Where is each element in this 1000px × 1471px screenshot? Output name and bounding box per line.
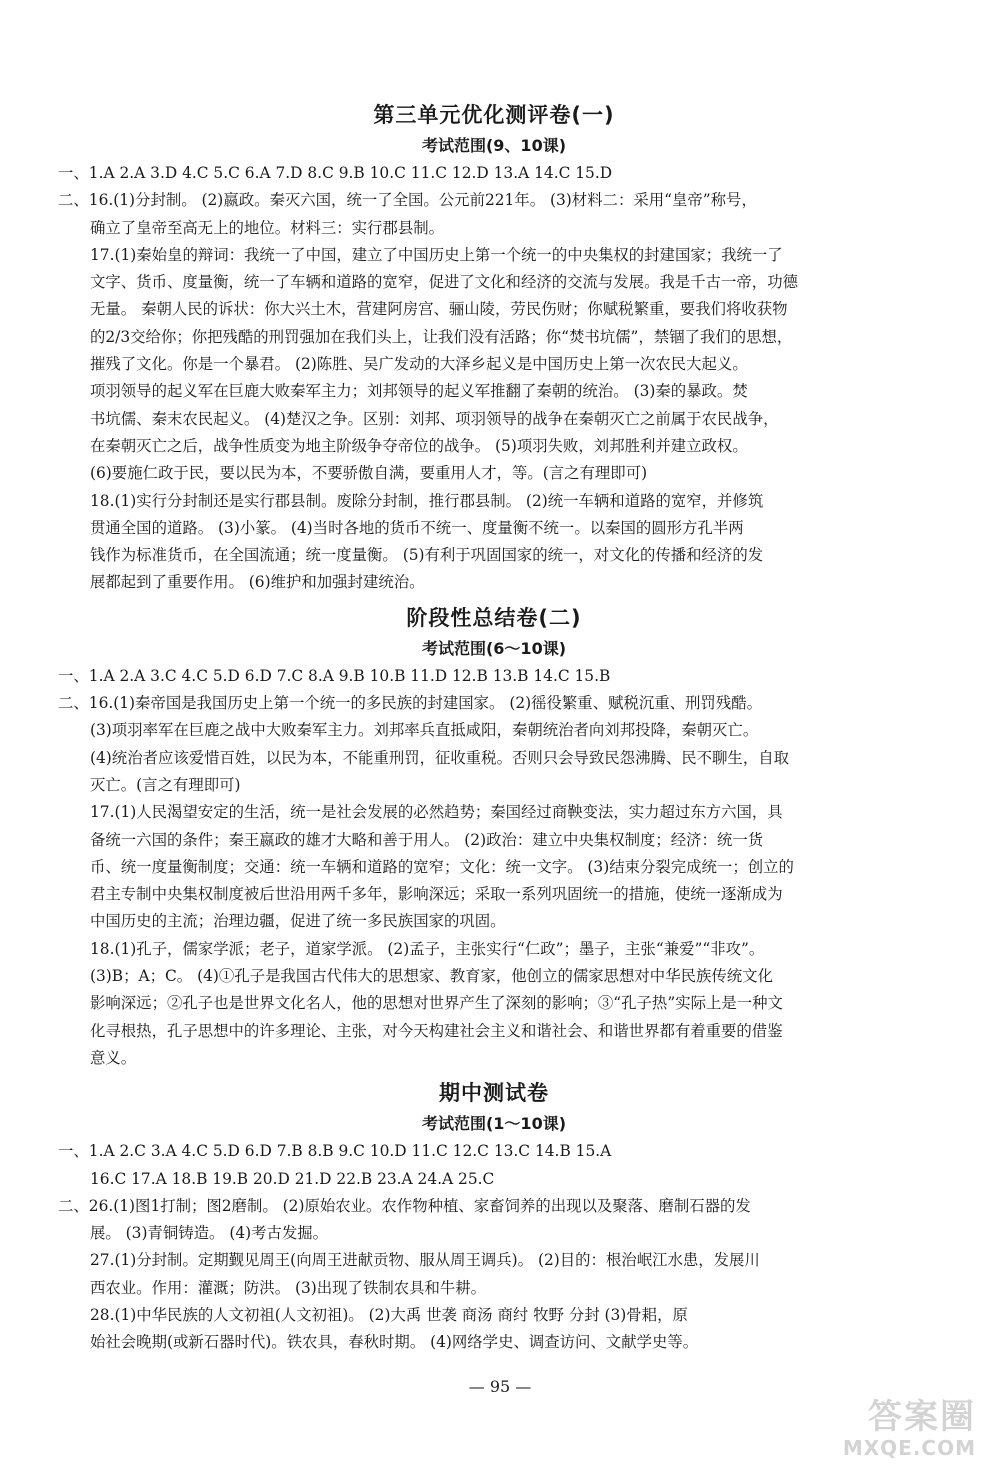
page-number: — 95 — — [468, 1377, 532, 1396]
watermark-url: MXQE.COM — [842, 1436, 976, 1460]
answer-line: 备统一六国的条件；秦王嬴政的雄才大略和善于用人。 (2)政治：建立中央集权制度；经济：统一货 — [90, 830, 764, 849]
answer-line: 摧残了文化。你是一个暴君。 (2)陈胜、吴广发动的大泽乡起义是中国历史上第一次农民大起义。 — [90, 355, 748, 374]
answer-line: (3)项羽率军在巨鹿之战中大败秦军主力。刘邦率兵直抵咸阳，秦朝统治者向刘邦投降，秦朝灭亡。 — [90, 721, 759, 740]
exam-range: 考试范围(1～10课) — [421, 1114, 567, 1134]
answer-line: 文字、货币、度量衡，统一了车辆和道路的宽窄，促进了文化和经济的交流与发展。我是千古一帝，功德 — [90, 273, 798, 292]
answer-page — [58, 100, 930, 1357]
exam-range: 考试范围(6～10课) — [421, 638, 567, 658]
answer-line: 展都起到了重要作用。 (6)维护和加强封建统治。 — [90, 573, 425, 592]
answer-line: 确立了皇帝至高无上的地位。材料三：实行郡县制。 — [90, 218, 444, 237]
exam-range: 考试范围(9、10课) — [421, 136, 567, 155]
answer-line: 钱作为标准货币，在全国流通；统一度量衡。 (5)有利于巩固国家的统一，对文化的传播和经济的发 — [90, 546, 764, 565]
answer-line: 书坑儒、秦末农民起义。 (4)楚汉之争。区别：刘邦、项羽领导的战争在秦朝灭亡之前属于农民战争， — [90, 409, 779, 428]
answer-line: 18.(1)孔子，儒家学派；老子，道家学派。 (2)孟子，主张实行“仁政”；墨子，主张“兼爱”“非攻”。 — [90, 939, 765, 958]
answer-line: 二、16.(1)分封制。 (2)嬴政。秦灭六国，统一了全国。公元前221年。 (3)材料二：采用“皇帝”称号， — [58, 191, 757, 210]
answer-line: 化寻根热，孔子思想中的许多理论、主张，对今天构建社会主义和谐社会、和谐世界都有着重要的借鉴 — [90, 1021, 783, 1040]
watermark — [843, 1398, 976, 1460]
answer-line: 18.(1)实行分封制还是实行郡县制。废除分封制，推行郡县制。 (2)统一车辆和道路的宽窄，并修筑 — [90, 491, 764, 510]
answer-line: 28.(1)中华民族的人文初祖(人文初祖)。 (2)大禹 世袭 商汤 商纣 牧野 分封 (3)骨耜，原 — [90, 1305, 688, 1324]
section-title: 第三单元优化测评卷(一) — [373, 103, 615, 127]
answer-line: 君主专制中央集权制度被后世沿用两千多年，影响深远；采取一系列巩固统一的措施，使统一逐渐成为 — [90, 885, 783, 904]
answer-line: 项羽领导的起义军在巨鹿大败秦军主力；刘邦领导的起义军推翻了秦朝的统治。 (3)秦的暴政。焚 — [90, 382, 748, 401]
answer-line: 16.C 17.A 18.B 19.B 20.D 21.D 22.B 23.A 24.A 25.C — [90, 1169, 495, 1188]
answer-line: 始社会晚期(或新石器时代)。铁农具，春秋时期。 (4)网络学史、调查访问、文献学史等。 — [90, 1333, 699, 1352]
answer-line: 17.(1)秦始皇的辩词：我统一了中国，建立了中国历史上第一个统一的中央集权的封建国家；我统一了 — [90, 245, 783, 264]
watermark-logo: 答案圈 — [868, 1397, 976, 1437]
answer-line: 中国历史的主流；治理边疆，促进了统一多民族国家的巩固。 — [90, 912, 506, 931]
answer-line: 17.(1)人民渴望安定的生活，统一是社会发展的必然趋势；秦国经过商鞅变法，实力超过东方六国，具 — [90, 803, 783, 822]
answer-line: 一、1.A 2.A 3.D 4.C 5.C 6.A 7.D 8.C 9.B 10.C 11.C 12.D 13.A 14.C 15.D — [58, 164, 613, 182]
answer-line: 一、1.A 2.C 3.A 4.C 5.D 6.D 7.B 8.B 9.C 10.D 11.C 12.C 13.C 14.B 15.A — [58, 1142, 612, 1161]
answer-line: 贯通全国的道路。 (3)小篆。 (4)当时各地的货币不统一、度量衡不统一。以秦国的圆形方孔半两 — [90, 518, 744, 537]
answer-line: 的2/3交给你；你把残酷的刑罚强加在我们头上，让我们没有活路；你“焚书坑儒”，禁锢了我们的思想， — [90, 327, 793, 346]
answer-line: 西农业。作用：灌溉；防洪。 (3)出现了铁制农具和牛耕。 — [90, 1278, 487, 1297]
answer-line: 币、统一度量衡制度；交通：统一车辆和道路的宽窄；文化：统一文字。 (3)结束分裂完成统一；创立的 — [90, 857, 794, 876]
answer-line: 意义。 — [90, 1048, 137, 1067]
answer-line: 二、16.(1)秦帝国是我国历史上第一个统一的多民族的封建国家。 (2)徭役繁重、赋税沉重、刑罚残酷。 — [58, 694, 762, 713]
answer-line: (4)统治者应该爱惜百姓，以民为本，不能重刑罚，征收重税。否则只会导致民怨沸腾、民不聊生，自取 — [90, 748, 789, 767]
answer-line: 二、26.(1)图1打制；图2磨制。 (2)原始农业。农作物种植、家畜饲养的出现以及聚落、磨制石器的发 — [58, 1196, 751, 1215]
answer-line: 展。 (3)青铜铸造。 (4)考古发掘。 — [90, 1224, 329, 1243]
answer-line: (6)要施仁政于民，要以民为本，不要骄傲自满，要重用人才，等。(言之有理即可) — [90, 464, 648, 483]
section-title: 期中测试卷 — [439, 1081, 549, 1106]
section-title: 阶段性总结卷(二) — [406, 605, 582, 630]
answer-line: 灭亡。(言之有理即可) — [90, 775, 241, 794]
answer-line: 影响深远；②孔子也是世界文化名人，他的思想对世界产生了深刻的影响；③“孔子热”实际上是一种文 — [90, 994, 783, 1013]
answer-line: 在秦朝灭亡之后，战争性质变为地主阶级争夺帝位的战争。 (5)项羽失败，刘邦胜利并建立政权。 — [90, 436, 748, 455]
answer-line: 一、1.A 2.A 3.C 4.C 5.D 6.D 7.C 8.A 9.B 10.B 11.D 12.B 13.B 14.C 15.B — [58, 666, 611, 685]
answer-line: 无量。 秦朝人民的诉状：你大兴土木，营建阿房宫、骊山陵，劳民伤财；你赋税繁重，要我们将收获物 — [90, 300, 788, 319]
answer-line: 27.(1)分封制。定期觐见周王(向周王进献贡物、服从周王调兵)。 (2)目的：根治岷江水患，发展川 — [90, 1251, 760, 1270]
answer-line: (3)B；A；C。 (4)①孔子是我国古代伟大的思想家、教育家，他创立的儒家思想对中华民族传统文化 — [90, 967, 773, 986]
